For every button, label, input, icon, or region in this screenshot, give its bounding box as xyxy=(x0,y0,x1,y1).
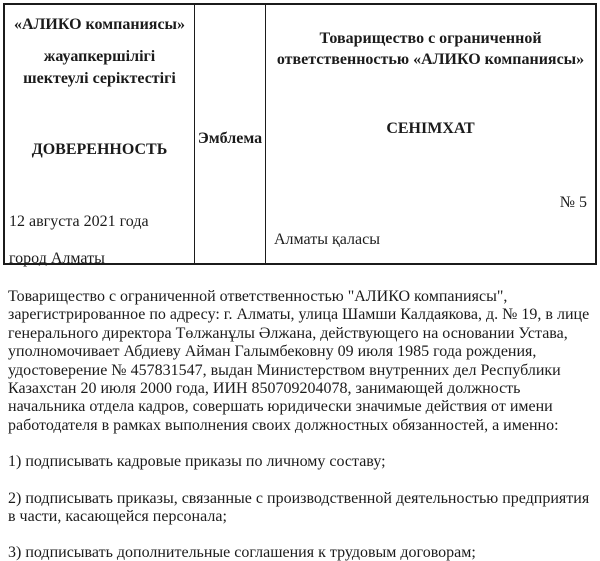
intro-paragraph: Товарищество с ограниченной ответственностью "АЛИКО компаниясы", зарегистрированное по адресу: г. Алматы, улица Шамши Калдаякова, д. № 19, в лице генерального директора Төлжанұлы Әлжана, действующего на основании Устава, уполномочивает Абдиеву Айман Галымбековну 09 июля 1985 года рождения, удостоверение № 457831547, выдан Министерством внутренних дел Республики Казахстан 20 июля 2000 года, ИИН 850709204078, занимающей должность начальника отдела кадров, совершать юридически значимые действия от имени работодателя в рамках выполнения своих должностных обязанностей, а именно: xyxy=(8,288,590,434)
doc-title-kk: СЕНІМХАТ xyxy=(386,120,475,137)
company-name-ru: Товарищество с ограниченной ответственностью «АЛИКО компаниясы» xyxy=(276,30,585,68)
doc-title-ru: ДОВЕРЕННОСТЬ xyxy=(31,141,168,158)
doc-city-ru: город Алматы xyxy=(9,250,105,267)
company-name-kk-line1: «АЛИКО компаниясы» xyxy=(13,16,186,33)
authority-item-2: 2) подписывать приказы, связанные с производственной деятельностью предприятия в части, касающейся персонала; xyxy=(8,489,590,526)
document-body xyxy=(0,265,600,561)
header-right-cell xyxy=(266,5,595,263)
emblem-placeholder: Эмблема xyxy=(197,130,263,147)
header-emblem-cell xyxy=(195,5,266,263)
header-left-cell xyxy=(5,5,195,267)
authority-item-1: 1) подписывать кадровые приказы по личному составу; xyxy=(8,453,386,471)
company-name-kk-rest: жауапкершілігі шектеулі серіктестігі xyxy=(23,48,176,87)
doc-city-kk: Алматы қаласы xyxy=(274,231,380,248)
doc-number: № 5 xyxy=(559,194,587,211)
document-header-table xyxy=(3,3,597,265)
authority-item-3: 3) подписывать дополнительные соглашения к трудовым договорам; xyxy=(8,544,476,561)
doc-date: 12 августа 2021 года xyxy=(9,213,149,230)
